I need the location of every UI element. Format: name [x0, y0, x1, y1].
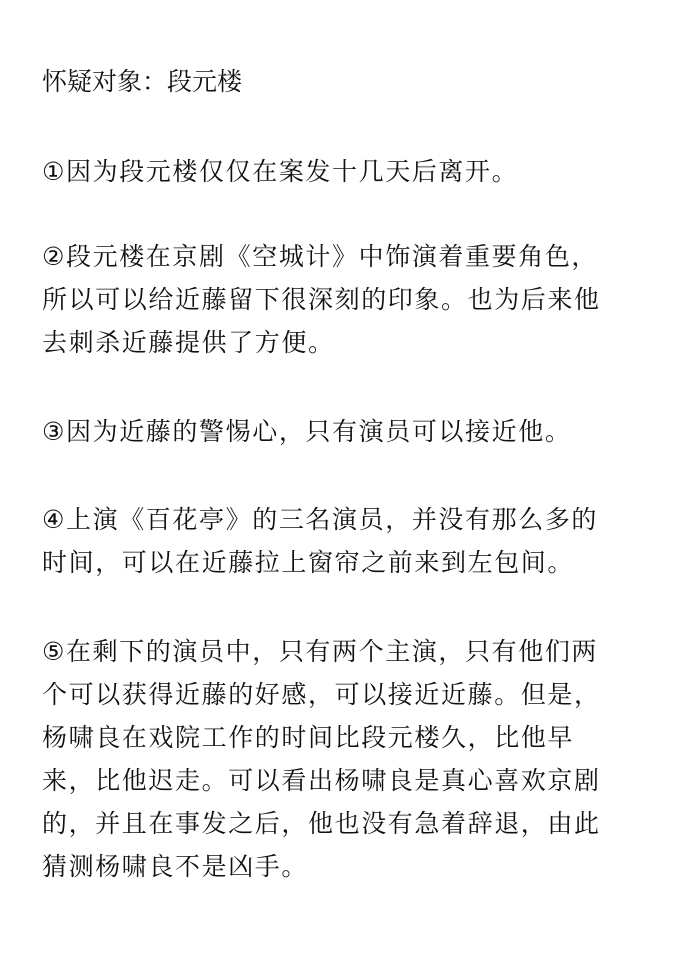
paragraph-3 — [42, 410, 657, 453]
document-title: 怀疑对象：段元楼 — [42, 67, 243, 96]
paragraph-line: ②段元楼在京剧《空城计》中饰演着重要角色， — [42, 242, 599, 271]
paragraph-5 — [42, 630, 657, 888]
paragraph-line: ③因为近藤的警惕心，只有演员可以接近他。 — [42, 417, 572, 446]
paragraph-line: ①因为段元楼仅仅在案发十几天后离开。 — [42, 157, 519, 186]
paragraph-line: ⑤在剩下的演员中，只有两个主演，只有他们两 — [42, 637, 599, 666]
paragraph-line: 的，并且在事发之后，他也没有急着辞退，由此 — [42, 809, 601, 838]
paragraph-1 — [42, 150, 657, 193]
paragraph-line: ④上演《百花亭》的三名演员，并没有那么多的 — [42, 505, 599, 534]
paragraph-line: 猜测杨啸良不是凶手。 — [42, 852, 309, 881]
paragraph-line: 去刺杀近藤提供了方便。 — [42, 328, 335, 357]
paragraph-2 — [42, 235, 657, 364]
paragraph-line: 个可以获得近藤的好感，可以接近近藤。但是， — [42, 680, 601, 709]
paragraph-4 — [42, 498, 657, 584]
paragraph-line: 杨啸良在戏院工作的时间比段元楼久，比他早 — [42, 723, 575, 752]
paragraph-line: 来，比他迟走。可以看出杨啸良是真心喜欢京剧 — [42, 766, 601, 795]
paragraph-line: 时间，可以在近藤拉上窗帘之前来到左包间。 — [42, 548, 575, 577]
paragraph-line: 所以可以给近藤留下很深刻的印象。也为后来他 — [42, 285, 601, 314]
